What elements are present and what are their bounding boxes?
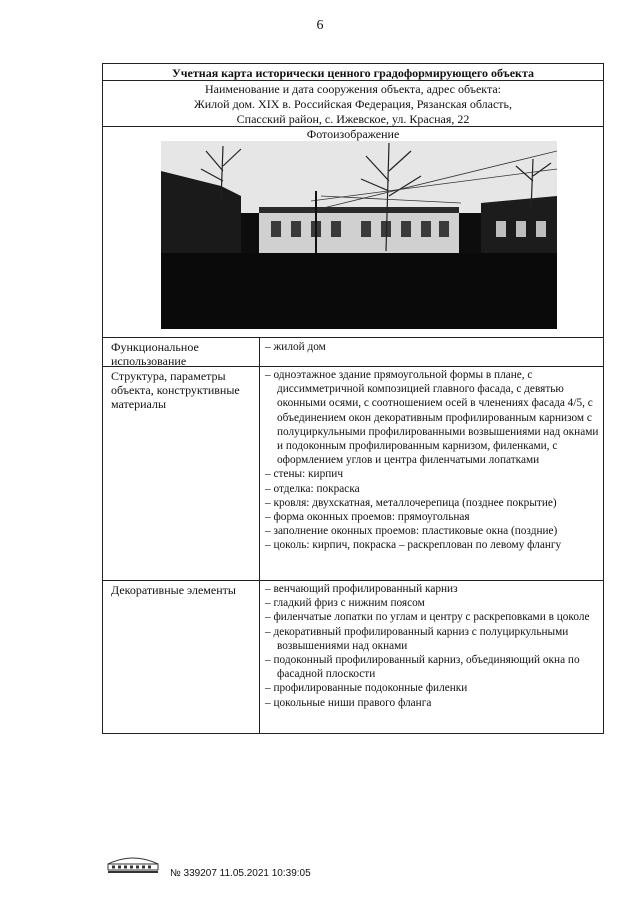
column-divider: [259, 337, 260, 733]
list-item: – одноэтажное здание прямоугольной формы в плане, с диссимметричной композицией главного фасада, с девятью оконными осями, с соотношением осей в членениях фасада 4/5, с объединением окон декоративным профилированным карнизом с полуциркульными профилированными возвышениями над окнами и подоконным профилированным карнизом, филенками, с оформлением углов и центра филенчатыми лопатками: [265, 368, 603, 467]
object-description: [103, 82, 603, 127]
list-item: – подоконный профилированный карниз, объединяющий окна по фасадной плоскости: [265, 653, 603, 681]
list-item: – филенчатые лопатки по углам и центру с раскреповками в цоколе: [265, 610, 603, 624]
list-item: – форма оконных проемов: прямоугольная: [265, 510, 603, 524]
registry-stamp-icon: [104, 852, 162, 874]
list-item: – цокольные ниши правого фланга: [265, 696, 603, 710]
divider: [103, 580, 603, 581]
list-item: – отделка: покраска: [265, 482, 603, 496]
row-label-function: Функциональное использование: [111, 340, 199, 368]
card-title: Учетная карта исторически ценного градоформирующего объекта: [171, 66, 534, 80]
row-content-decorative: [265, 582, 603, 710]
row-content-structure: [265, 368, 603, 553]
list-item: – цоколь: кирпич, покраска – раскреплован по левому флангу: [265, 538, 603, 552]
row-label-decorative: Декоративные элементы: [111, 583, 236, 597]
record-card: [102, 63, 604, 734]
description-line: Наименование и дата сооружения объекта, адрес объекта:: [204, 82, 502, 96]
document-stamp: № 339207 11.05.2021 10:39:05: [170, 868, 311, 879]
divider: [103, 366, 603, 367]
list-item: – стены: кирпич: [265, 467, 603, 481]
list-item: – декоративный профилированный карниз с полуциркульными возвышениями над окнами: [265, 625, 603, 653]
row-content-function: [265, 340, 603, 354]
list-item: – жилой дом: [265, 340, 603, 354]
list-item: – гладкий фриз с нижним поясом: [265, 596, 603, 610]
row-label-structure: Структура, параметры объекта, конструктивные материалы: [111, 369, 240, 411]
divider: [103, 80, 603, 81]
divider: [103, 337, 603, 338]
list-item: – заполнение оконных проемов: пластиковые окна (поздние): [265, 524, 603, 538]
page-number: 6: [316, 18, 324, 33]
photo-label: Фотоизображение: [306, 127, 400, 141]
list-item: – венчающий профилированный карниз: [265, 582, 603, 596]
list-item: – кровля: двухскатная, металлочерепица (позднее покрытие): [265, 496, 603, 510]
building-photo: [161, 141, 557, 329]
description-line: Жилой дом. XIX в. Российская Федерация, Рязанская область,: [193, 97, 513, 111]
description-line: Спасский район, с. Ижевское, ул. Красная, 22: [236, 112, 470, 126]
list-item: – профилированные подоконные филенки: [265, 681, 603, 695]
